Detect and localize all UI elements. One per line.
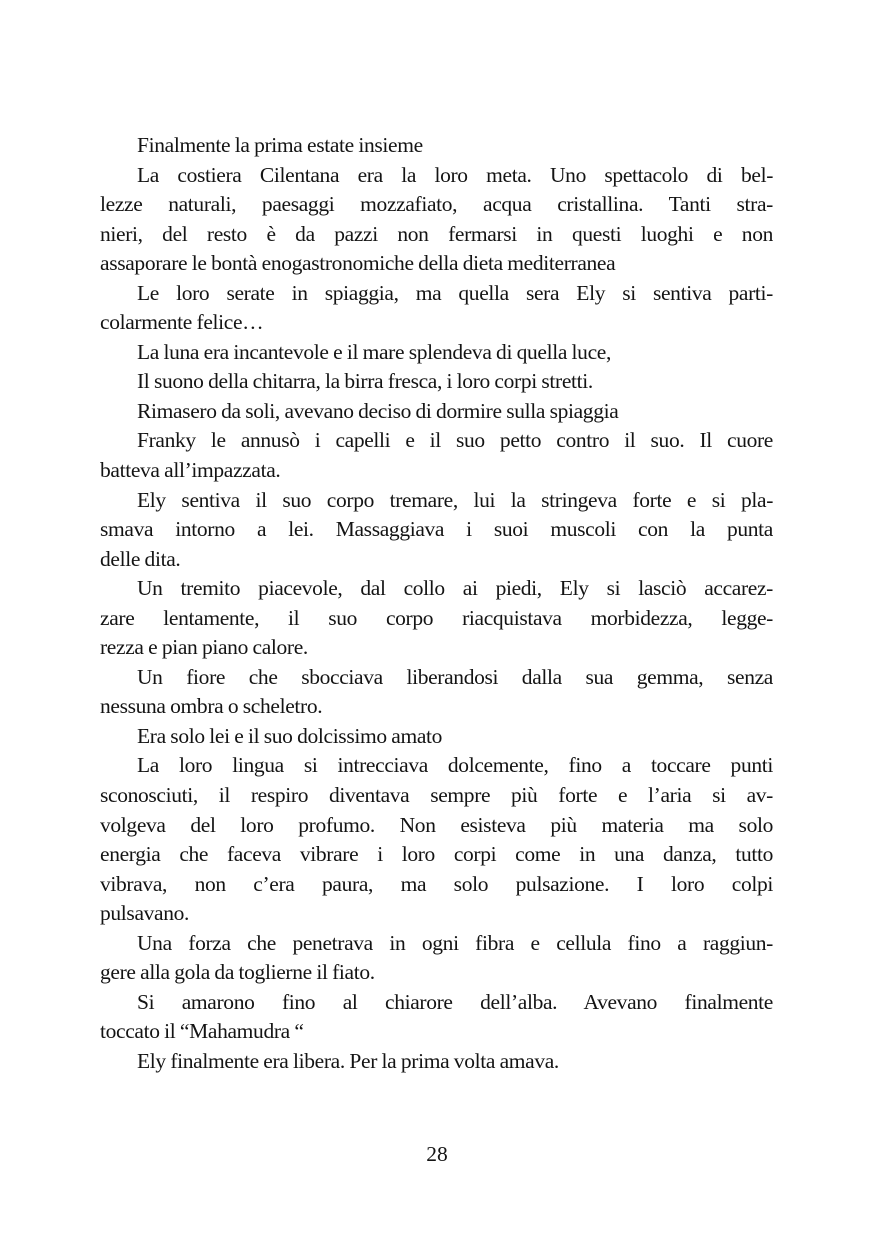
text-line: nieri, del resto è da pazzi non fermarsi in questi luoghi e non <box>100 221 773 246</box>
text-line: batteva all’impazzata. <box>100 458 281 483</box>
text-line: nessuna ombra o scheletro. <box>100 694 323 719</box>
text-line: Le loro serate in spiaggia, ma quella sera Ely si sentiva parti- <box>137 280 773 305</box>
text-line: assaporare le bontà enogastronomiche della dieta mediterranea <box>100 251 616 276</box>
text-line: lezze naturali, paesaggi mozzafiato, acqua cristallina. Tanti stra- <box>100 192 773 217</box>
page-number: 28 <box>426 1142 448 1166</box>
text-line: rezza e pian piano calore. <box>100 635 308 660</box>
text-line: Era solo lei e il suo dolcissimo amato <box>137 723 443 748</box>
text-line: volgeva del loro profumo. Non esisteva più materia ma solo <box>100 812 773 837</box>
text-line: Ely finalmente era libera. Per la prima volta amava. <box>137 1048 559 1073</box>
text-line: pulsavano. <box>100 901 190 926</box>
text-line: La costiera Cilentana era la loro meta. Uno spettacolo di bel- <box>137 162 773 187</box>
text-line: Si amarono fino al chiarore dell’alba. Avevano finalmente <box>137 989 773 1014</box>
text-line: Una forza che penetrava in ogni fibra e cellula fino a raggiun- <box>137 930 773 955</box>
text-line: vibrava, non c’era paura, ma solo pulsazione. I loro colpi <box>100 871 773 896</box>
text-line: Rimasero da soli, avevano deciso di dormire sulla spiaggia <box>137 398 619 423</box>
text-line: Un tremito piacevole, dal collo ai piedi, Ely si lasciò accarez- <box>137 576 773 601</box>
text-line: toccato il “Mahamudra “ <box>100 1019 304 1044</box>
text-line: Franky le annusò i capelli e il suo petto contro il suo. Il cuore <box>137 428 773 453</box>
text-line: Un fiore che sbocciava liberandosi dalla sua gemma, senza <box>137 664 773 689</box>
text-line: La loro lingua si intrecciava dolcemente, fino a toccare punti <box>137 753 773 778</box>
text-line: gere alla gola da toglierne il fiato. <box>100 960 375 985</box>
text-line: sconosciuti, il respiro diventava sempre più forte e l’aria si av- <box>100 783 773 808</box>
text-line: La luna era incantevole e il mare splendeva di quella luce, <box>137 339 611 364</box>
text-line: Finalmente la prima estate insieme <box>137 133 423 157</box>
text-line: energia che faceva vibrare i loro corpi come in una danza, tutto <box>100 842 773 867</box>
text-line: smava intorno a lei. Massaggiava i suoi muscoli con la punta <box>100 517 773 542</box>
text-line: zare lentamente, il suo corpo riacquistava morbidezza, legge- <box>100 605 773 630</box>
body-text <box>100 131 773 1077</box>
text-line: delle dita. <box>100 546 181 571</box>
text-line: Il suono della chitarra, la birra fresca, i loro corpi stretti. <box>137 369 593 394</box>
text-line: Ely sentiva il suo corpo tremare, lui la stringeva forte e si pla- <box>137 487 773 512</box>
text-line: colarmente felice… <box>100 310 264 335</box>
